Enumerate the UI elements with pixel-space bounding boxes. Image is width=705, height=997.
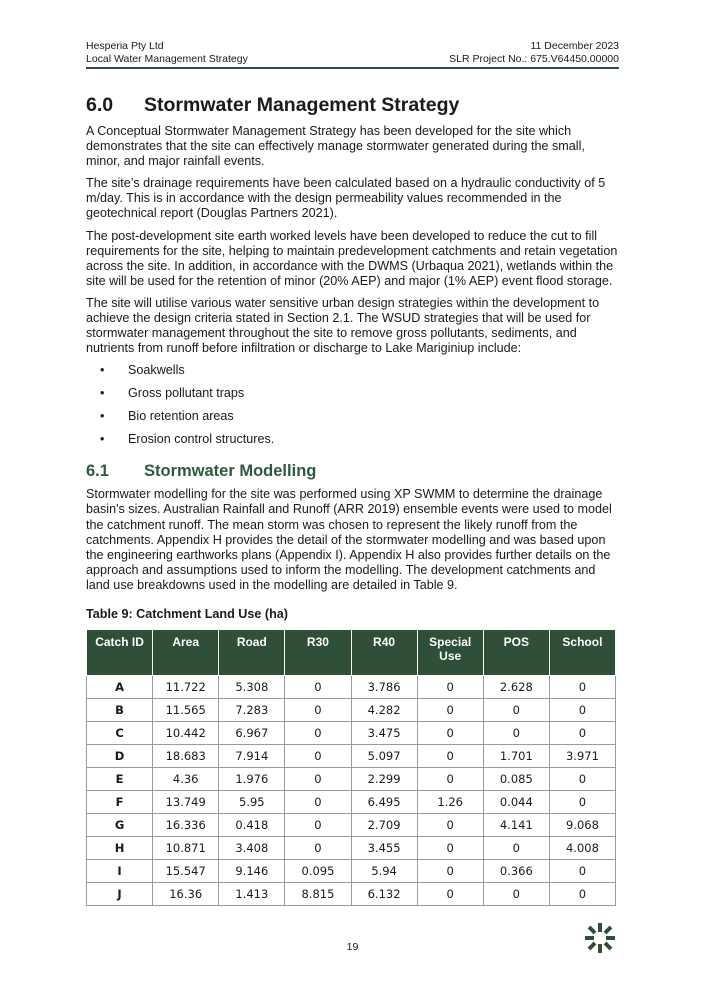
header-document: Local Water Management Strategy xyxy=(86,53,248,65)
table-cell: 0 xyxy=(549,767,615,790)
table-cell: 0 xyxy=(549,698,615,721)
table-cell: 5.95 xyxy=(219,790,285,813)
table-cell: 0 xyxy=(549,859,615,882)
table-cell: 6.967 xyxy=(219,721,285,744)
subsection-number: 6.1 xyxy=(86,462,109,481)
table-cell: 0 xyxy=(483,698,549,721)
table-cell: 2.299 xyxy=(351,767,417,790)
table-cell: 0 xyxy=(549,882,615,905)
table-cell: 2.628 xyxy=(483,675,549,698)
catch-id-cell: G xyxy=(87,813,153,836)
table-cell: 0 xyxy=(417,767,483,790)
table-cell: 15.547 xyxy=(153,859,219,882)
bullet-icon: • xyxy=(100,432,105,447)
table-cell: 0.095 xyxy=(285,859,351,882)
table-cell: 3.455 xyxy=(351,836,417,859)
catch-id-cell: A xyxy=(87,675,153,698)
table-cell: 0 xyxy=(285,836,351,859)
page-content xyxy=(86,93,620,906)
bullet-icon: • xyxy=(100,386,105,401)
table-cell: 6.495 xyxy=(351,790,417,813)
table-cell: 10.442 xyxy=(153,721,219,744)
column-header: Catch ID xyxy=(87,629,153,675)
table-cell: 0 xyxy=(285,790,351,813)
table-cell: 3.786 xyxy=(351,675,417,698)
table-cell: 6.132 xyxy=(351,882,417,905)
table-row xyxy=(87,790,616,813)
table-cell: 0 xyxy=(549,721,615,744)
header-company: Hesperia Pty Ltd xyxy=(86,40,164,52)
table-cell: 16.36 xyxy=(153,882,219,905)
table-cell: 0 xyxy=(417,836,483,859)
table-cell: 2.709 xyxy=(351,813,417,836)
catch-id-cell: E xyxy=(87,767,153,790)
catch-id-cell: H xyxy=(87,836,153,859)
page-number: 19 xyxy=(346,941,359,953)
table-cell: 5.097 xyxy=(351,744,417,767)
table-cell: 0 xyxy=(417,675,483,698)
column-header: R30 xyxy=(285,629,351,675)
header-project: SLR Project No.: 675.V64450.00000 xyxy=(449,53,619,65)
paragraph: A Conceptual Stormwater Management Strategy has been developed for the site which demonstrates that the site can effectively manage stormwater generated during the small, minor, and major rainfall events. xyxy=(86,124,585,169)
catch-id-cell: J xyxy=(87,882,153,905)
table-row xyxy=(87,698,616,721)
table-cell: 1.413 xyxy=(219,882,285,905)
catch-id-cell: C xyxy=(87,721,153,744)
table-cell: 0 xyxy=(285,721,351,744)
section-heading xyxy=(86,93,620,117)
paragraph: Stormwater modelling for the site was performed using XP SWMM to determine the drainage basin's sizes. Australian Rainfall and Runoff (ARR 2019) ensemble events were used to model the catchment runoff. The mean storm was chosen to represent the likely runoff from the catchments. Appendix H provides the detail of the stormwater modelling and was based upon the engineering earthworks plans (Appendix I). Appendix H also provides further details on the approach and assumptions used to inform the modelling. The development catchments and land use breakdowns used in the modelling are detailed in Table 9. xyxy=(86,487,612,592)
table-cell: 4.282 xyxy=(351,698,417,721)
table-caption: Table 9: Catchment Land Use (ha) xyxy=(86,606,288,621)
paragraph: The site will utilise various water sensitive urban design strategies within the development to achieve the design criteria stated in Section 2.1. The WSUD strategies that will be used for stormwater management throughout the site to remove gross pollutants, sediments, and nutrients from runoff before infiltration or discharge to Lake Mariginiup include: xyxy=(86,295,600,356)
table-cell: 0 xyxy=(417,813,483,836)
table-cell: 0 xyxy=(285,698,351,721)
column-header: Area xyxy=(153,629,219,675)
table-cell: 3.408 xyxy=(219,836,285,859)
table-cell: 0 xyxy=(285,675,351,698)
table-cell: 9.146 xyxy=(219,859,285,882)
table-cell: 0 xyxy=(417,859,483,882)
column-header: Special Use xyxy=(417,629,483,675)
table-cell: 8.815 xyxy=(285,882,351,905)
paragraph: The site’s drainage requirements have been calculated based on a hydraulic conductivity of 5 m/day. This is in accordance with the design permeability values recommended in the geotechnical report (Douglas Partners 2021). xyxy=(86,176,606,221)
table-cell: 5.308 xyxy=(219,675,285,698)
table-cell: 4.008 xyxy=(549,836,615,859)
catch-id-cell: F xyxy=(87,790,153,813)
table-cell: 7.283 xyxy=(219,698,285,721)
column-header: Road xyxy=(219,629,285,675)
section-title: Stormwater Management Strategy xyxy=(144,94,460,116)
table-cell: 0 xyxy=(417,882,483,905)
table-cell: 0 xyxy=(285,767,351,790)
table-cell: 0 xyxy=(483,721,549,744)
table-cell: 16.336 xyxy=(153,813,219,836)
table-row xyxy=(87,882,616,905)
table-cell: 4.141 xyxy=(483,813,549,836)
bullet-icon: • xyxy=(100,409,105,424)
table-cell: 13.749 xyxy=(153,790,219,813)
table-header-row xyxy=(87,629,616,675)
table-cell: 0 xyxy=(549,790,615,813)
table-row xyxy=(87,721,616,744)
list-item: • Soakwells xyxy=(100,363,185,378)
subsection-heading xyxy=(86,461,620,481)
slr-logo-icon xyxy=(583,921,617,955)
table-cell: 0.085 xyxy=(483,767,549,790)
table-cell: 0 xyxy=(549,675,615,698)
table-cell: 1.26 xyxy=(417,790,483,813)
header-rule xyxy=(86,67,619,69)
table-row xyxy=(87,836,616,859)
list-item: • Erosion control structures. xyxy=(100,432,275,447)
table-row xyxy=(87,767,616,790)
list-item: • Bio retention areas xyxy=(100,409,234,424)
table-cell: 0 xyxy=(417,744,483,767)
table-cell: 0.418 xyxy=(219,813,285,836)
table-cell: 7.914 xyxy=(219,744,285,767)
table-row xyxy=(87,744,616,767)
table-cell: 1.976 xyxy=(219,767,285,790)
table-cell: 10.871 xyxy=(153,836,219,859)
table-cell: 0.366 xyxy=(483,859,549,882)
table-cell: 0 xyxy=(483,882,549,905)
column-header: POS xyxy=(483,629,549,675)
wsud-strategy-list xyxy=(86,363,620,447)
table-cell: 0 xyxy=(285,813,351,836)
section-number: 6.0 xyxy=(86,94,114,116)
table-row xyxy=(87,675,616,698)
table-cell: 0 xyxy=(417,698,483,721)
table-cell: 11.722 xyxy=(153,675,219,698)
table-cell: 0 xyxy=(285,744,351,767)
table-row xyxy=(87,813,616,836)
table-cell: 0 xyxy=(417,721,483,744)
paragraph: The post-development site earth worked levels have been developed to reduce the cut to fill requirements for the site, helping to maintain predevelopment catchments and retain vegetation across the site. In addition, in accordance with the DWMS (Urbaqua 2021), wetlands within the site will be used for the retention of minor (20% AEP) and major (1% AEP) event flood storage. xyxy=(86,228,618,288)
header-date: 11 December 2023 xyxy=(530,40,619,52)
column-header: School xyxy=(549,629,615,675)
table-cell: 0.044 xyxy=(483,790,549,813)
catch-id-cell: I xyxy=(87,859,153,882)
subsection-title: Stormwater Modelling xyxy=(144,462,317,481)
table-cell: 4.36 xyxy=(153,767,219,790)
catchment-land-use-table xyxy=(86,629,616,906)
list-item: • Gross pollutant traps xyxy=(100,386,245,401)
catch-id-cell: B xyxy=(87,698,153,721)
table-cell: 1.701 xyxy=(483,744,549,767)
table-body xyxy=(87,675,616,905)
table-cell: 18.683 xyxy=(153,744,219,767)
catch-id-cell: D xyxy=(87,744,153,767)
table-cell: 5.94 xyxy=(351,859,417,882)
table-row xyxy=(87,859,616,882)
table-cell: 9.068 xyxy=(549,813,615,836)
bullet-icon: • xyxy=(100,363,105,378)
table-cell: 0 xyxy=(483,836,549,859)
column-header: R40 xyxy=(351,629,417,675)
table-cell: 3.971 xyxy=(549,744,615,767)
table-cell: 11.565 xyxy=(153,698,219,721)
table-cell: 3.475 xyxy=(351,721,417,744)
